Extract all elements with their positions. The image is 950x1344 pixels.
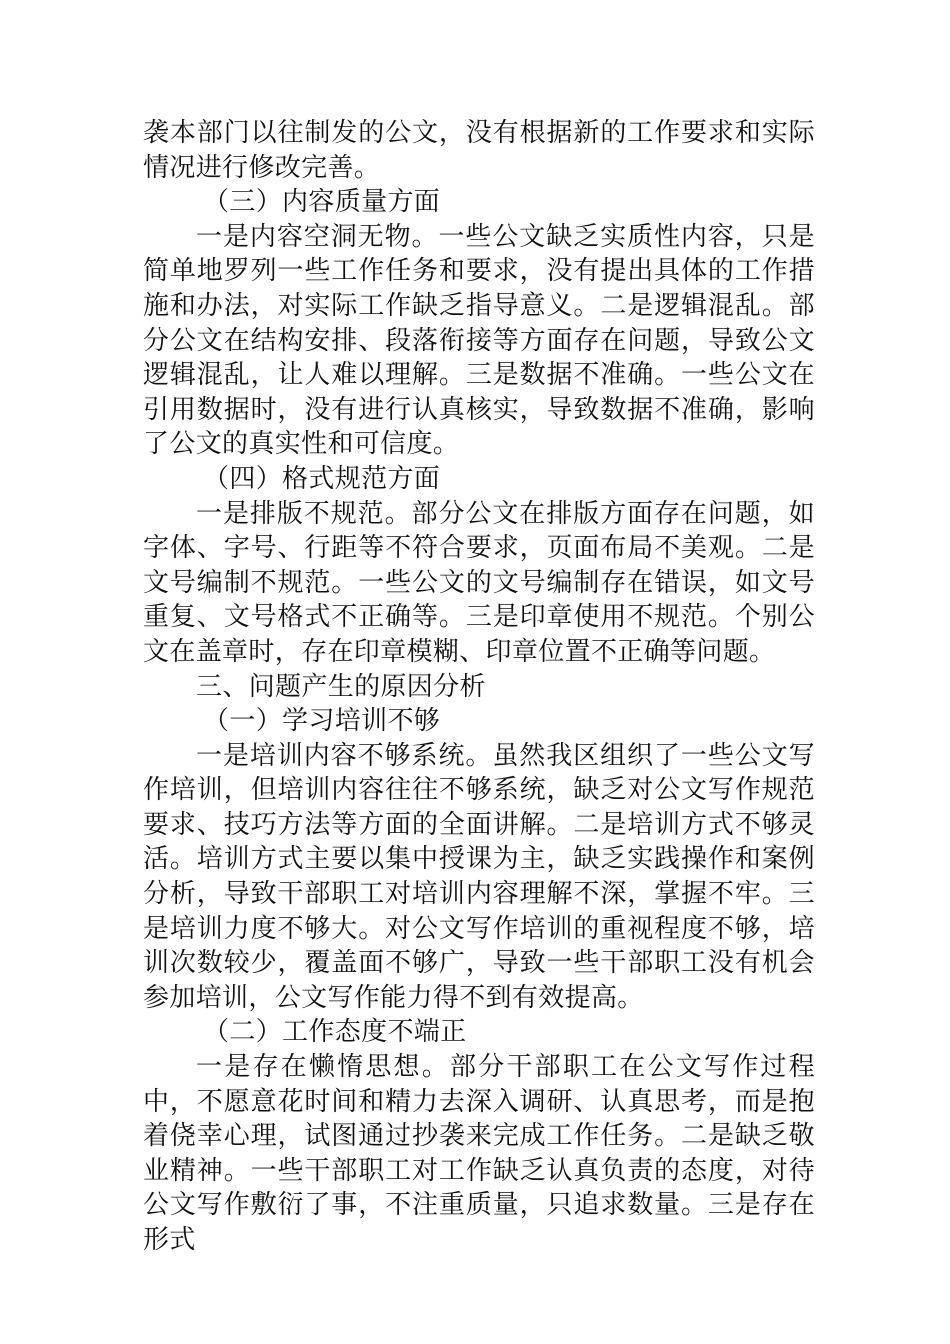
- paragraph-format-standards: 一是排版不规范。部分公文在排版方面存在问题，如字体、字号、行距等不符合要求，页面布局不美观。二是文号编制不规范。一些公文的文号编制存在错误，如文号重复、文号格式不正确等。三是印章使用不规范。个别公文在盖章时，存在印章模糊、印章位置不正确等问题。: [143, 498, 815, 667]
- document-page: [143, 116, 815, 1258]
- paragraph-continued: 袭本部门以往制发的公文，没有根据新的工作要求和实际情况进行修改完善。: [143, 118, 815, 183]
- paragraph-work-attitude: 一是存在懒惰思想。部分干部职工在公文写作过程中，不愿意花时间和精力去深入调研、认真思考，而是抱着侥幸心理，试图通过抄袭来完成工作任务。二是缺乏敬业精神。一些干部职工对工作缺乏认真负责的态度，对待公文写作敷衍了事，不注重质量，只追求数量。三是存在形式: [143, 1052, 815, 1255]
- subheading-format-standards: （四）格式规范方面: [203, 463, 441, 494]
- paragraph-training: 一是培训内容不够系统。虽然我区组织了一些公文写作培训，但培训内容往往不够系统，缺乏对公文写作规范要求、技巧方法等方面的全面讲解。二是培训方式不够灵活。培训方式主要以集中授课为主，缺乏实践操作和案例分析，导致干部职工对培训内容理解不深，掌握不牢。三是培训力度不够大。对公文写作培训的重视程度不够，培训次数较少，覆盖面不够广，导致一些干部职工没有机会参加培训，公文写作能力得不到有效提高。: [143, 740, 815, 1013]
- subheading-content-quality: （三）内容质量方面: [203, 187, 441, 218]
- subheading-work-attitude: （二）工作态度不端正: [203, 1017, 467, 1048]
- paragraph-content-quality: 一是内容空洞无物。一些公文缺乏实质性内容，只是简单地罗列一些工作任务和要求，没有提出具体的工作措施和办法，对实际工作缺乏指导意义。二是逻辑混乱。部分公文在结构安排、段落衔接等方面存在问题，导致公文逻辑混乱，让人难以理解。三是数据不准确。一些公文在引用数据时，没有进行认真核实，导致数据不准确，影响了公文的真实性和可信度。: [143, 221, 815, 460]
- subheading-training: （一）学习培训不够: [203, 706, 441, 737]
- section-heading-cause-analysis: 三、问题产生的原因分析: [196, 671, 486, 702]
